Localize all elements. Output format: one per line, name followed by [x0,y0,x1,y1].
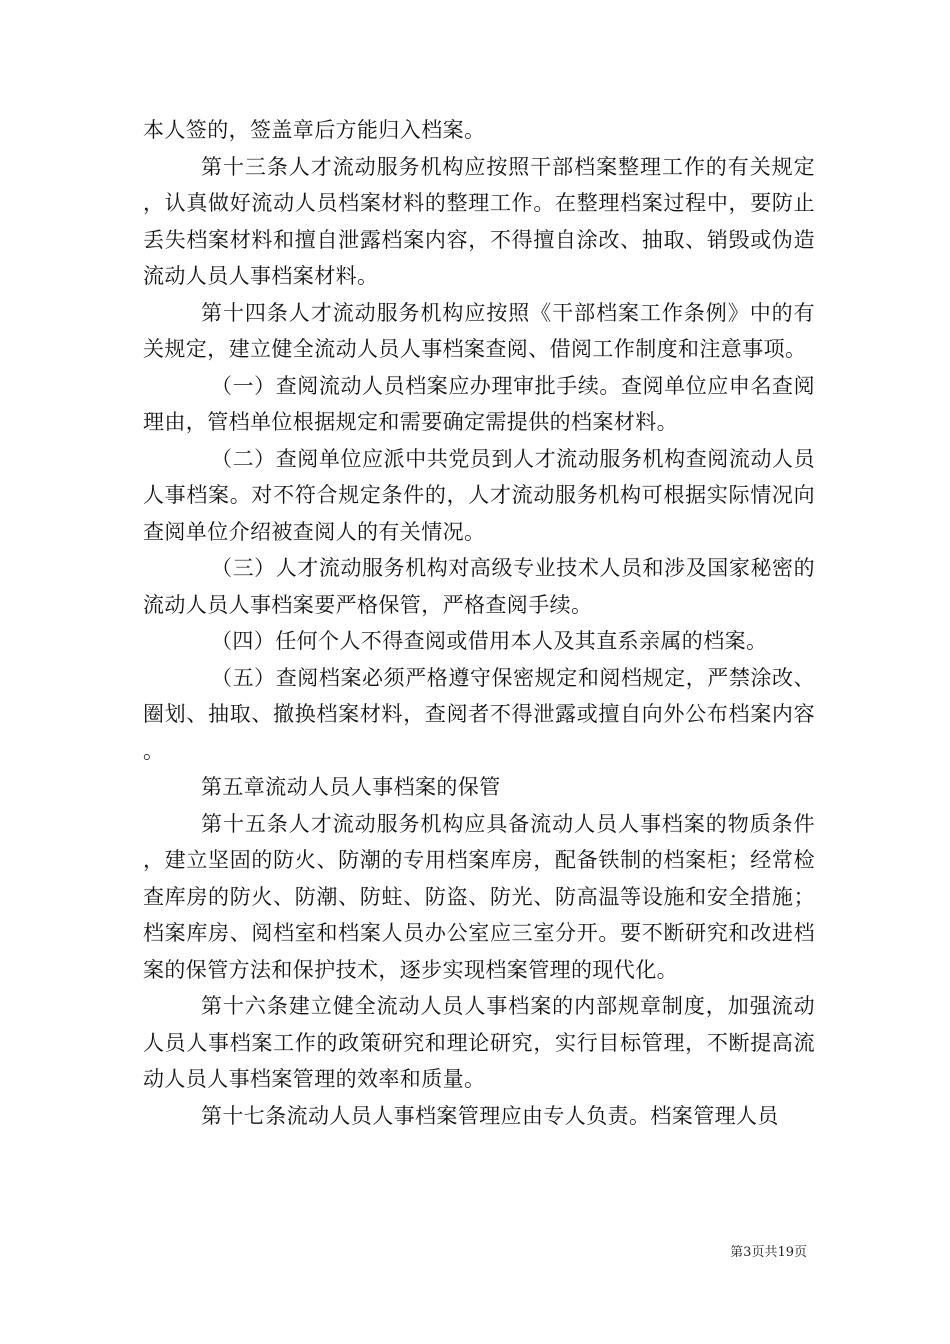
paragraph-item-1: （一）查阅流动人员档案应办理审批手续。查阅单位应申名查阅理由，管档单位根据规定和需要确定需提供的档案材料。 [143,373,815,434]
page-number-footer: 第3页共19页 [730,1245,807,1260]
paragraph-item-2: （二）查阅单位应派中共党员到人才流动服务机构查阅流动人员人事档案。对不符合规定条件的，人才流动服务机构可根据实际情况向查阅单位介绍被查阅人的有关情况。 [143,446,815,544]
document-body [143,112,815,1134]
paragraph-article-15: 第十五条人才流动服务机构应具备流动人员人事档案的物质条件，建立坚固的防火、防潮的专用档案库房，配备铁制的档案柜；经常检查库房的防火、防潮、防蛀、防盗、防光、防高温等设施和安全措施；档案库房、阅档室和档案人员办公室应三室分开。要不断研究和改进档案的保管方法和保护技术，逐步实现档案管理的现代化。 [143,811,815,982]
paragraph-item-5: （五）查阅档案必须严格遵守保密规定和阅档规定，严禁涂改、圈划、抽取、撤换档案材料，查阅者不得泄露或擅自向外公布档案内容。 [143,665,815,763]
paragraph-article-17: 第十七条流动人员人事档案管理应由专人负责。档案管理人员 [201,1103,779,1128]
paragraph-item-4: （四）任何个人不得查阅或借用本人及其直系亲属的档案。 [211,629,768,653]
paragraph-item-3: （三）人才流动服务机构对高级专业技术人员和涉及国家秘密的流动人员人事档案要严格保管，严格查阅手续。 [143,556,815,617]
paragraph-article-13: 第十三条人才流动服务机构应按照干部档案整理工作的有关规定，认真做好流动人员档案材料的整理工作。在整理档案过程中，要防止丢失档案材料和擅自泄露档案内容，不得擅自涂改、抽取、销毁或伪造流动人员人事档案材料。 [143,154,815,288]
chapter-heading: 第五章流动人员人事档案的保管 [201,775,501,799]
paragraph-article-14: 第十四条人才流动服务机构应按照《干部档案工作条例》中的有关规定，建立健全流动人员人事档案查阅、借阅工作制度和注意事项。 [143,300,815,361]
paragraph-article-16: 第十六条建立健全流动人员人事档案的内部规章制度，加强流动人员人事档案工作的政策研究和理论研究，实行目标管理，不断提高流动人员人事档案管理的效率和质量。 [143,994,815,1091]
paragraph-continuation: 本人签的，签盖章后方能归入档案。 [143,118,486,142]
